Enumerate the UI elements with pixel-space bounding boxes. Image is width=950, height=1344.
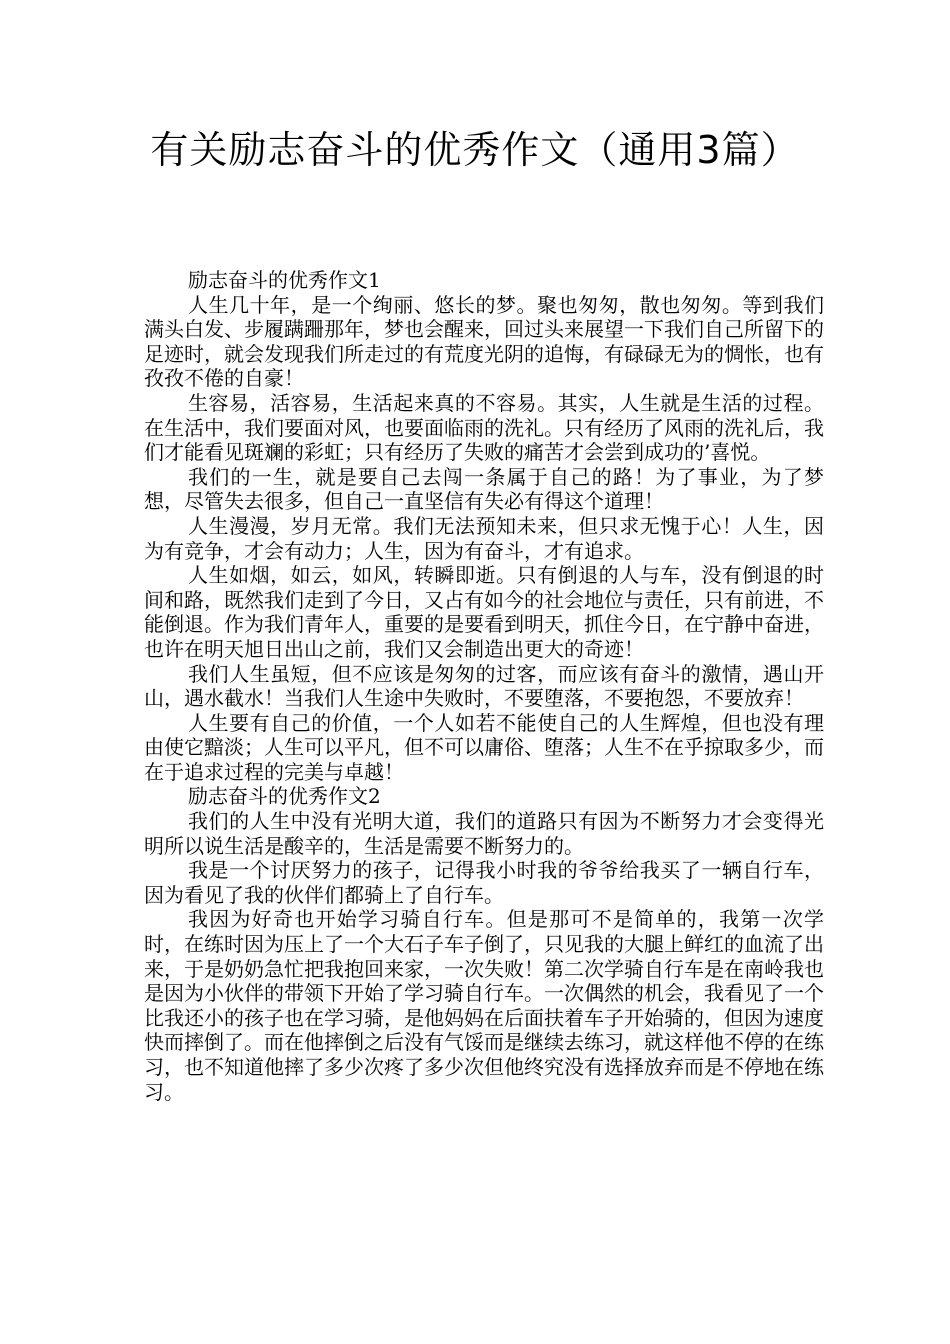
- paragraph: 我们的人生中没有光明大道，我们的道路只有因为不断努力才会变得光明所以说生活是酸辛的，生活是需要不断努力的。: [144, 809, 824, 858]
- section-heading-2: 励志奋斗的优秀作文2: [188, 784, 381, 809]
- paragraph: 我们人生虽短，但不应该是匆匆的过客，而应该有奋斗的激情，遇山开山，遇水截水！当我们人生途中失败时，不要堕落，不要抱怨，不要放弃！: [144, 661, 824, 711]
- paragraph: 我是一个讨厌努力的孩子，记得我小时我的爷爷给我买了一辆自行车，因为看见了我的伙伴们都骑上了自行车。: [144, 858, 824, 907]
- section-heading-1: 励志奋斗的优秀作文1: [188, 268, 381, 292]
- paragraph: 人生如烟，如云，如风，转瞬即逝。只有倒退的人与车，没有倒退的时间和路，既然我们走到了今日，又占有如今的社会地位与责任，只有前进，不能倒退。作为我们青年人，重要的是要看到明天，抓住今日，在宁静中奋进，也许在明天旭日出山之前，我们又会制造出更大的奇迹！: [144, 563, 824, 661]
- paragraph: 人生漫漫，岁月无常。我们无法预知未来，但只求无愧于心！人生，因为有竞争，才会有动力；人生，因为有奋斗，才有追求。: [144, 513, 824, 563]
- paragraph: 我因为好奇也开始学习骑自行车。但是那可不是简单的，我第一次学时，在练时因为压上了一个大石子车子倒了，只见我的大腿上鲜红的血流了出来，于是奶奶急忙把我抱回来家，一次失败！第二次学骑自行车是在南岭我也是因为小伙伴的带领下开始了学习骑自行车。一次偶然的机会，我看见了一个比我还小的孩子也在学习骑，是他妈妈在后面扶着车子开始骑的，但因为速度快而摔倒了。而在他摔倒之后没有气馁而是继续去练习，就这样他不停的在练习，也不知道他摔了多少次疼了多少次但他终究没有选择放弃而是不停地在练习。: [144, 907, 824, 1104]
- paragraph: 人生要有自己的价值，一个人如若不能使自己的人生辉煌，但也没有理由使它黯淡；人生可以平凡，但不可以庸俗、堕落；人生不在乎掠取多少，而在于追求过程的完美与卓越！: [144, 710, 824, 784]
- document-body: [144, 268, 824, 1104]
- paragraph: 生容易，活容易，生活起来真的不容易。其实，人生就是生活的过程。在生活中，我们要面对风，也要面临雨的洗礼。只有经历了风雨的洗礼后，我们才能看见斑斓的彩虹；只有经历了失败的痛苦才会尝到成功的’喜悦。: [144, 390, 824, 465]
- paragraph: 人生几十年，是一个绚丽、悠长的梦。聚也匆匆，散也匆匆。等到我们满头白发、步履蹒跚那年，梦也会醒来，回过头来展望一下我们自己所留下的足迹时，就会发现我们所走过的有荒度光阴的追悔，有碌碌无为的惆怅，也有孜孜不倦的自豪！: [144, 292, 824, 391]
- paragraph: 我们的一生，就是要自己去闯一条属于自己的路！为了事业，为了梦想，尽管失去很多，但自己一直坚信有失必有得这个道理！: [144, 464, 824, 514]
- document-title: 有关励志奋斗的优秀作文（通用3篇）: [150, 128, 800, 172]
